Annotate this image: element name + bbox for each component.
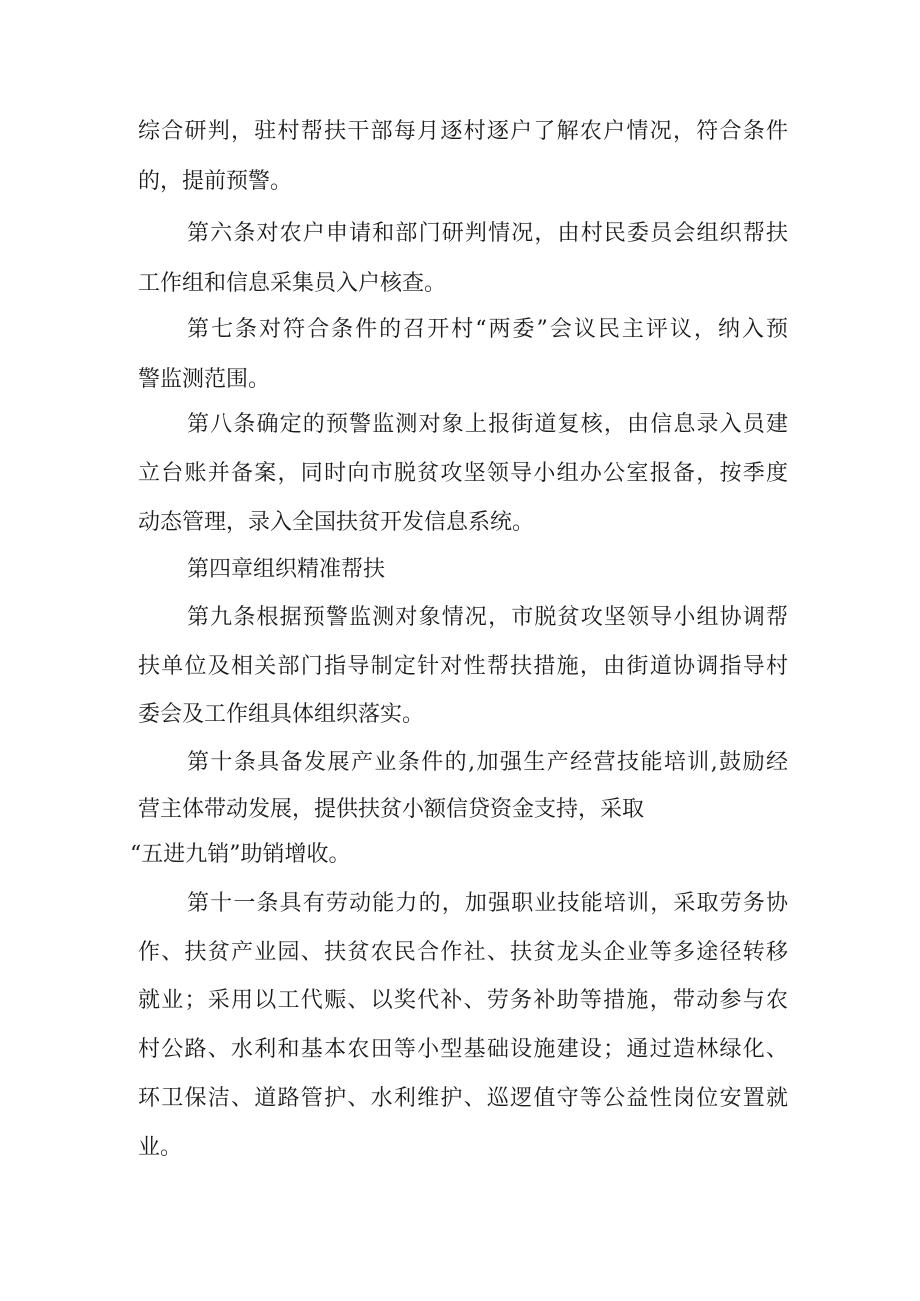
text-line: 就业；采用以工代赈、以奖代补、劳务补助等措施，带动参与农	[138, 988, 788, 1013]
text-line: 业。	[138, 1135, 183, 1160]
article-6-line: 第六条对农户申请和部门研判情况，由村民委员会组织帮扶	[187, 221, 788, 246]
text-line: 委会及工作组具体组织落实。	[138, 702, 425, 727]
text-line: 的，提前预警。	[138, 169, 293, 194]
text-line: 营主体带动发展，提供扶贫小额信贷资金支持，采取	[138, 797, 645, 822]
text-line: 警监测范围。	[138, 367, 271, 392]
text-line: 综合研判，驻村帮扶干部每月逐村逐户了解农户情况，符合条件	[138, 119, 788, 144]
text-line: 工作组和信息采集员入户核查。	[138, 271, 447, 296]
text-line: 村公路、水利和基本农田等小型基础设施建设；通过造林绿化、	[138, 1037, 788, 1062]
text-line: 扶单位及相关部门指导制定针对性帮扶措施，由街道协调指导村	[138, 654, 788, 679]
text-line: 动态管理，录入全国扶贫开发信息系统。	[138, 510, 535, 535]
article-11-line: 第十一条具有劳动能力的，加强职业技能培训，采取劳务协	[187, 891, 788, 916]
text-line: 立台账并备案，同时向市脱贫攻坚领导小组办公室报备，按季度	[138, 461, 788, 486]
article-9-line: 第九条根据预警监测对象情况，市脱贫攻坚领导小组协调帮	[187, 605, 788, 630]
article-10-line: 第十条具备发展产业条件的,加强生产经营技能培训,鼓励经	[187, 750, 788, 775]
chapter-heading: 第四章组织精准帮扶	[187, 557, 386, 582]
text-line: 作、扶贫产业园、扶贫农民合作社、扶贫龙头企业等多途径转移	[138, 940, 788, 965]
article-7-line: 第七条对符合条件的召开村“两委”会议民主评议，纳入预	[187, 317, 788, 342]
article-8-line: 第八条确定的预警监测对象上报街道复核，由信息录入员建	[187, 412, 788, 437]
text-line: “五进九销”助销增收。	[130, 842, 351, 867]
text-line: 环卫保洁、道路管护、水利维护、巡逻值守等公益性岗位安置就	[138, 1086, 788, 1111]
